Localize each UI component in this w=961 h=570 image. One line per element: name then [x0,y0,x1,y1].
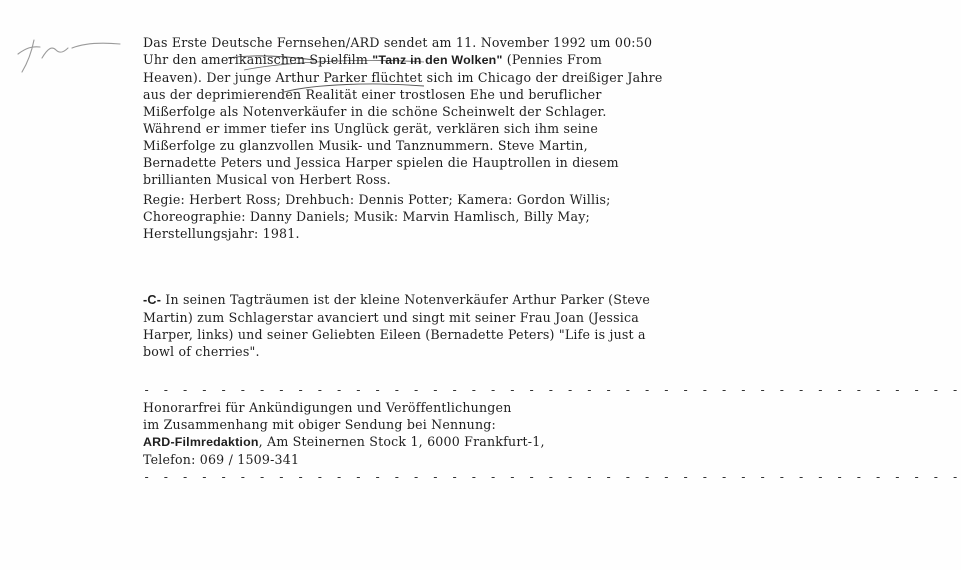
caption-label: -C- [143,293,162,307]
credits-text: Regie: Herbert Ross; Drehbuch: Dennis Potter; Kamera: Gordon Willis; Choreographie: Danny Daniels; Musik: Marvin Hamlisch, Billy May; Herstellungsjahr: 1981. [143,192,611,241]
contact-org: ARD-Filmredaktion [143,435,259,449]
contact-phone: Telefon: 069 / 1509-341 [143,452,300,467]
contact-box [143,383,961,484]
synopsis-intro: Das Erste Deutsche Fernsehen/ARD sendet am 11. November 1992 um 00:50 Uhr den amerikanischen Spielfilm [143,35,653,67]
contact-address: , Am Steinernen Stock 1, 6000 Frankfurt-1, [258,434,545,449]
contact-line-2: im Zusammenhang mit obiger Sendung bei Nennung: [143,417,496,432]
contact-line-1: Honorarfrei für Ankündigungen und Veröffentlichungen [143,400,512,415]
synopsis-body: (Pennies From Heaven). Der junge Arthur Parker flüchtet sich im Chicago der dreißiger Jahre aus der deprimierenden Realität einer trostlosen Ehe und beruflicher Mißerfolge als Notenverkäufer in die schöne Scheinwelt der Schlager. Während er immer tiefer ins Unglück gerät, verklären sich ihm seine Mißerfolge zu glanzvollen Musik- und Tanznummern. Steve Martin, Bernadette Peters und Jessica Harper spielen die Hauptrollen in diesem brillianten Musical von Herbert Ross. [143,52,663,187]
caption-text-wrap [143,291,663,360]
caption-text: In seinen Tagträumen ist der kleine Notenverkäufer Arthur Parker (Steve Martin) zum Schlagerstar avanciert und singt mit seiner Frau Joan (Jessica Harper, links) und seiner Geliebten Eileen (Bernadette Peters) "Life is just a bowl of cherries". [143,292,650,359]
main-paragraph [143,34,663,188]
photo-caption [143,291,663,360]
credits-paragraph [143,191,663,242]
handwritten-mark-icon [8,28,128,78]
film-title: "Tanz in den Wolken" [372,53,503,67]
contact-address-line [143,433,663,451]
separator-bottom: - - - - - - - - - - - - - - - - - - - - - - - - - - - - - - - - - - - - - - - - - - - [143,470,961,484]
synopsis [143,34,663,188]
separator-top: - - - - - - - - - - - - - - - - - - - - - - - - - - - - - - - - - - - - - - - - - - - [143,383,961,397]
